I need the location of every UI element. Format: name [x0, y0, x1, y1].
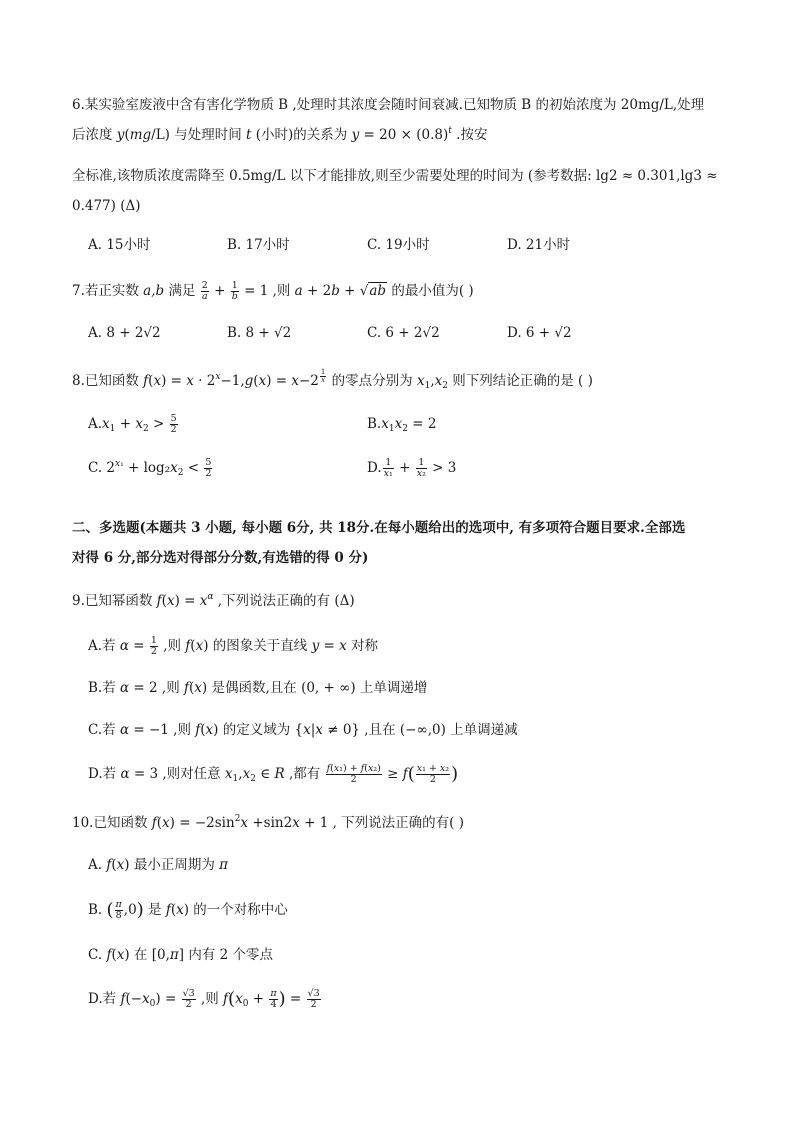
- q10-stem: 10.已知函数 $f(x) = -2\sin^2x +\sin 2x + 1$ , 下列说法正确的有( ): [72, 814, 464, 831]
- q6-line-3: 全标准,该物质浓度需降至 0.5mg/L 以下才能排放,则至少需要处理的时间为 (参考数据: lg2 ≈ 0.301,lg3 ≈: [72, 168, 718, 184]
- q9-option-c: C.若 α = −1 ,则 f(x) 的定义域为 {x|x ≠ 0} ,且在 (−∞,0) 上单调递减: [88, 722, 518, 738]
- q7-option-a: A. 8 + 2√2: [88, 325, 161, 341]
- section-2-heading-cont: 对得 6 分,部分选对得部分分数,有选错的得 0 分): [72, 550, 369, 566]
- q8-option-a: $A.x_1 + x_2$ > $\frac{5}{2}$: [88, 413, 177, 435]
- q10-option-a: A. f(x) 最小正周期为 π: [88, 857, 228, 873]
- q9-option-a: A.若 α = $\frac{1}{2}$ ,则 f(x) 的图象关于直线 y = x 对称: [88, 635, 379, 657]
- q6-line-4: 0.477) (Δ): [72, 198, 141, 214]
- q8-option-b: $B.x_1x_2 = 2$: [367, 416, 437, 434]
- q9-option-b: B.若 α = 2 ,则 f(x) 是偶函数,且在 (0, + ∞) 上单调递增: [88, 680, 428, 696]
- q9-stem: 9.已知幂函数 $f(x) = x^\alpha$ ,下列说法正确的有 (Δ): [72, 592, 355, 609]
- q10-option-c: C. f(x) 在 [0,π] 内有 2 个零点: [88, 947, 273, 963]
- q7-option-b: B. 8 + √2: [227, 325, 292, 341]
- q6-option-c: C. 19小时: [367, 237, 430, 253]
- q10-option-b: B. ( $\frac{\pi}{8}$ ,0) 是 f(x) 的一个对称中心: [88, 899, 288, 921]
- q8-option-c: C. $2^{x_1} + \log_2x_2$ < $\frac{5}{2}$: [88, 457, 212, 479]
- q6-line-1: 6.某实验室废液中含有害化学物质 B ,处理时其浓度会随时间衰减.已知物质 B 的初始浓度为 20mg/L,处理: [72, 97, 705, 113]
- q10-option-d: D.若 $f(-x_0)$ = $\frac{√3}{2}$ ,则 $f(x_0$ + $\frac{\pi}{4}$ ) = $\frac{√3}{2}$: [88, 988, 320, 1010]
- q6-line-2: 后浓度 y(mg/L) 与处理时间 t (小时)的关系为 $y = 20 \times (0.8)^t$ .按安: [72, 126, 488, 143]
- q6-option-b: B. 17小时: [227, 237, 290, 253]
- q7-stem: 7.若正实数 a,b 满足 $\frac{2}{a}$ + $\frac{1}{b}$ = 1 ,则 a + 2b + √ab 的最小值为( ): [72, 280, 474, 302]
- q6-option-d: D. 21小时: [507, 237, 571, 253]
- q8-option-d: D. $\frac{1}{\text{x₁}}$ + $\frac{1}{\text{x₂}}$ > 3: [367, 457, 457, 479]
- q8-stem: 8.已知函数 $f(x) = x \cdot 2^x-1,g(x) = x-2$ $^{\frac{1}{x}}$ 的零点分别为 $x_1,x_2$ 则下列结论正确的是 ( ): [72, 368, 593, 391]
- q7-option-d: D. 6 + √2: [507, 325, 572, 341]
- q9-option-d: D.若 α = 3 ,则对任意 $x_1,x_2$ ∈ R ,都有 $\frac{\text{f(x₁) + f(x₂)}}{2}$ ≥ f( $\frac{\text{x₁ + x₂}}{2}$ ): [88, 763, 459, 785]
- q7-option-c: C. 6 + 2√2: [367, 325, 440, 341]
- q6-option-a: A. 15小时: [88, 237, 151, 253]
- section-2-heading: 二、多选题(本题共 3 小题, 每小题 6分, 共 18分.在每小题给出的选项中, 有多项符合题目要求.全部选: [72, 520, 686, 536]
